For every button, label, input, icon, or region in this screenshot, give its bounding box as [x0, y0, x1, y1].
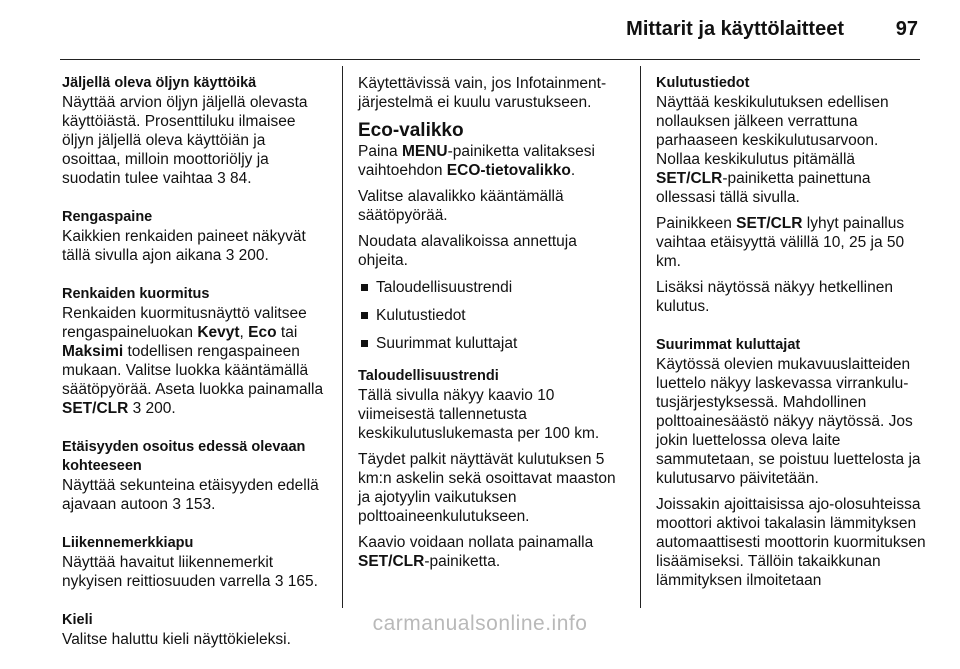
- section-oil-life: [62, 74, 328, 188]
- section-body: [62, 93, 328, 188]
- paragraph: Tällä sivulla näkyy kaavio 10 viimeisestä tallennetusta keskikulutuslukemasta per 100 km.: [358, 387, 600, 442]
- section-title: Kulutustiedot: [656, 75, 750, 91]
- section-distance-indication: [62, 438, 328, 514]
- list-item: Kulutustiedot: [358, 306, 624, 325]
- body-text: tai: [276, 324, 298, 341]
- submenu-list: [358, 278, 624, 353]
- load-class-eco: Eco: [248, 324, 277, 341]
- button-label-setclr: SET/CLR: [358, 553, 425, 570]
- page-reference: 3 200.: [128, 400, 176, 417]
- load-class-max: Maksimi: [62, 343, 124, 360]
- page-reference: 3 153.: [172, 496, 216, 513]
- body-text: Paina: [358, 143, 402, 160]
- body-text: -painiketta.: [424, 553, 501, 570]
- body-text: Näyttää havaitut liikennemerkit nykyisen reittiosuuden varrella: [62, 554, 275, 590]
- paragraph: Käytössä olevien mukavuuslaitteiden luettelo näkyy laskevassa virrankulutusjärjestyksessä. Mahdollinen polttoainesäästö näkyy näytössä. Jos jokin luettelossa oleva laite sammutetaan, se poistuu luettelosta ja kulutusarvo päivitetään.: [656, 356, 921, 487]
- header-rule: [60, 59, 920, 60]
- column-2: [358, 74, 624, 578]
- page-number: 97: [895, 18, 918, 40]
- list-item: Taloudellisuustrendi: [358, 278, 624, 297]
- paragraph: Noudata alavalikoissa annettuja ohjeita.: [358, 233, 577, 269]
- intro-text: Käytettävissä vain, jos Infotainment-järjestelmä ei kuulu varustukseen.: [358, 75, 607, 111]
- paragraph: [358, 533, 624, 571]
- section-title: Rengaspaine: [62, 209, 153, 225]
- paragraph: Joissakin ajoittaisissa ajo-olosuhteissa moottori aktivoi takalasin lämmityksen automaattisesti moottorin kuormituksen lisäämiseksi. Tällöin takaikkunan lämmityksen ilmoitetaan: [656, 496, 926, 589]
- body-text: -painiketta painettuna ollessasi tällä sivulla.: [656, 170, 871, 206]
- section-tire-load: [62, 285, 328, 418]
- section-body: Valitse haluttu kieli näyttökieleksi.: [62, 631, 291, 648]
- button-label-menu: MENU: [401, 143, 448, 160]
- section-body: [62, 227, 328, 265]
- paragraph: Valitse alavalikko kääntämällä säätöpyörää.: [358, 188, 564, 224]
- section-body: [62, 553, 328, 591]
- menu-option-eco-info: ECO-tietovalikko: [446, 162, 571, 179]
- body-text: Kaavio voidaan nollata painamalla: [358, 534, 594, 551]
- body-text: Näyttää sekunteina etäisyyden edellä ajavaan autoon: [62, 477, 319, 513]
- section-title: Jäljellä oleva öljyn käyttöikä: [62, 75, 257, 91]
- section-title: Kieli: [62, 612, 93, 628]
- body-text: Renkaiden kuormitusnäyttö valitsee rengaspaineluokan: [62, 305, 307, 341]
- body-text: Painikkeen: [656, 215, 737, 232]
- section-title: Suurimmat kuluttajat: [656, 337, 801, 353]
- section-title: Renkaiden kuormitus: [62, 286, 210, 302]
- section-body: [62, 476, 328, 514]
- section-traffic-sign-assist: [62, 534, 328, 591]
- eco-menu-heading: Eco-valikko: [358, 120, 464, 141]
- paragraph: Täydet palkit näyttävät kulutuksen 5 km:n askelin sekä osoittavat maaston ja ajotyylin vaikutuksen polttoaineenkulutukseen.: [358, 451, 616, 525]
- body-text: -painiketta valitaksesi vaihtoehdon: [358, 143, 595, 179]
- page-reference: 3 84.: [217, 170, 252, 187]
- column-divider-2: [640, 66, 641, 608]
- body-text: Näyttää arvion öljyn jäljellä olevasta käyttöiästä. Prosenttiluku ilmaisee öljyn jäljellä oleva käyttöiän ja osoittaa, milloin moottoriöljy ja suodatin tulee vaihtaa: [62, 94, 308, 187]
- eco-paragraph: [358, 142, 624, 180]
- list-item: Suurimmat kuluttajat: [358, 334, 624, 353]
- load-class-light: Kevyt: [197, 324, 240, 341]
- button-label-setclr: SET/CLR: [62, 400, 129, 417]
- body-text: todellisen rengaspaineen mukaan. Valitse luokka kääntämällä säätöpyörää. Aseta luokka painamalla: [62, 343, 324, 398]
- body-text: ,: [239, 324, 249, 341]
- body-text: Kaikkien renkaiden paineet näkyvät tällä sivulla ajon aikana: [62, 228, 306, 264]
- page-reference: 3 200.: [225, 247, 269, 264]
- paragraph: [656, 214, 926, 271]
- section-body: [62, 304, 328, 418]
- watermark: carmanualsonline.info: [372, 612, 588, 635]
- paragraph: [656, 93, 926, 207]
- body-text: lyhyt painallus vaihtaa etäisyyttä välillä 10, 25 ja 50 km.: [656, 215, 905, 270]
- column-divider-1: [342, 66, 343, 608]
- section-tire-pressure: [62, 208, 328, 265]
- column-1: [62, 74, 328, 669]
- paragraph: Lisäksi näytössä näkyy hetkellinen kulutus.: [656, 279, 893, 315]
- section-title: Liikennemerkkiapu: [62, 535, 194, 551]
- body-text: Näyttää keskikulutuksen edellisen nollauksen jälkeen verrattuna parhaaseen keskikulutusarvoon. Nollaa keskikulutus pitämällä: [656, 94, 889, 168]
- section-title: Taloudellisuustrendi: [358, 368, 499, 384]
- header-title: Mittarit ja käyttölaitteet: [626, 18, 844, 40]
- button-label-setclr: SET/CLR: [656, 170, 723, 187]
- column-3: [656, 74, 926, 597]
- button-label-setclr: SET/CLR: [736, 215, 803, 232]
- page-header: [0, 18, 960, 48]
- page-reference: 3 165.: [274, 573, 318, 590]
- section-title: Etäisyyden osoitus edessä olevaan kohteeseen: [62, 439, 306, 474]
- body-text: .: [570, 162, 576, 179]
